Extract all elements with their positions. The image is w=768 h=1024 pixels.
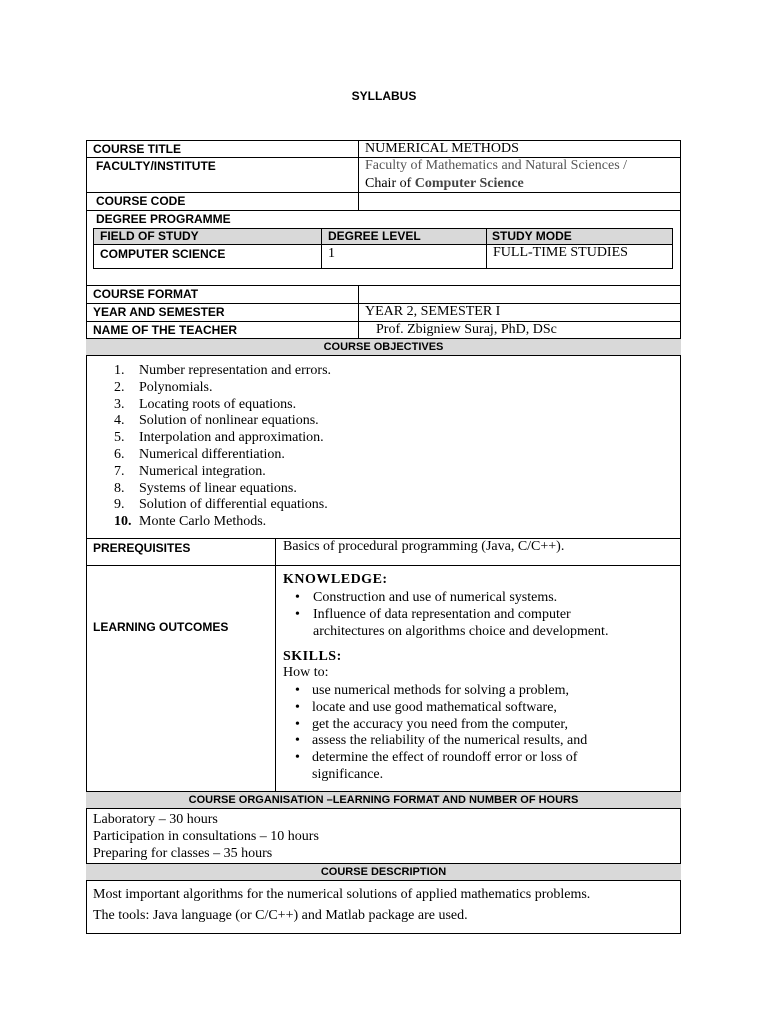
list-item	[104, 380, 664, 397]
learning-outcomes-label: LEARNING OUTCOMES	[93, 620, 229, 634]
list-number: 6.	[114, 446, 125, 462]
prerequisites-value: Basics of procedural programming (Java, C/C++).	[283, 539, 565, 554]
bullet-icon: •	[295, 590, 300, 605]
list-item	[104, 514, 664, 531]
list-item	[283, 717, 673, 734]
faculty-value-line1: Faculty of Mathematics and Natural Sciences /	[365, 158, 628, 173]
field-of-study-value: COMPUTER SCIENCE	[100, 247, 226, 261]
organisation-lines	[93, 811, 319, 862]
list-text: Systems of linear equations.	[139, 480, 297, 496]
teacher-value: Prof. Zbigniew Suraj, PhD, DSc	[376, 322, 557, 337]
bullet-icon: •	[295, 750, 300, 766]
description-lines	[93, 884, 590, 926]
description-header: COURSE DESCRIPTION	[320, 866, 447, 878]
list-text: Numerical differentiation.	[139, 446, 285, 462]
organisation-line: Laboratory – 30 hours	[93, 812, 218, 827]
list-item	[104, 397, 664, 414]
divider	[321, 228, 322, 269]
list-text: get the accuracy you need from the computer,	[312, 716, 568, 732]
list-number: 9.	[114, 497, 125, 513]
list-item	[283, 750, 673, 767]
degree-programme-label: DEGREE PROGRAMME	[96, 212, 231, 226]
list-item	[283, 767, 673, 784]
course-format-label: COURSE FORMAT	[93, 287, 199, 301]
divider	[86, 565, 681, 566]
list-item	[104, 430, 664, 447]
study-mode-value: FULL-TIME STUDIES	[493, 245, 628, 260]
divider	[275, 538, 276, 792]
description-line: The tools: Java language (or C/C++) and Matlab package are used.	[93, 908, 468, 923]
organisation-line: Preparing for classes – 35 hours	[93, 846, 273, 861]
list-item	[283, 590, 673, 607]
divider	[358, 285, 359, 339]
list-number: 3.	[114, 396, 125, 412]
objectives-header: COURSE OBJECTIVES	[323, 341, 444, 353]
list-number: 4.	[114, 413, 125, 429]
list-text: significance.	[312, 766, 384, 782]
degree-level-value: 1	[328, 246, 335, 261]
bullet-icon: •	[295, 699, 300, 715]
list-item	[283, 624, 673, 641]
list-item	[104, 464, 664, 481]
list-text: Numerical integration.	[139, 463, 266, 479]
list-text: assess the reliability of the numerical results, and	[312, 733, 588, 749]
list-text: Locating roots of equations.	[139, 396, 297, 412]
list-item	[283, 700, 673, 717]
course-title-label: COURSE TITLE	[93, 142, 182, 156]
list-item	[283, 733, 673, 750]
year-semester-value: YEAR 2, SEMESTER I	[365, 304, 501, 319]
faculty-value-bold: Computer Science	[414, 176, 524, 191]
divider	[86, 192, 681, 193]
divider	[358, 140, 359, 211]
prerequisites-label: PREREQUISITES	[93, 541, 191, 555]
description-line: Most important algorithms for the numerical solutions of applied mathematics problems.	[93, 887, 591, 902]
list-number: 2.	[114, 379, 125, 395]
degree-level-header: DEGREE LEVEL	[328, 229, 421, 243]
teacher-label: NAME OF THE TEACHER	[93, 323, 237, 337]
divider	[86, 285, 681, 286]
list-text: use numerical methods for solving a problem,	[312, 683, 569, 698]
list-item	[104, 481, 664, 498]
bullet-icon: •	[295, 716, 300, 732]
list-text: Monte Carlo Methods.	[139, 514, 267, 530]
list-number: 7.	[114, 463, 125, 479]
faculty-value-prefix: Chair of	[365, 176, 415, 191]
course-title-value: NUMERICAL METHODS	[365, 141, 519, 156]
knowledge-heading: KNOWLEDGE:	[283, 572, 388, 587]
list-item	[104, 447, 664, 464]
list-text: Polynomials.	[139, 379, 213, 395]
list-text: Solution of differential equations.	[139, 497, 328, 513]
list-number: 1.	[114, 363, 125, 378]
faculty-label: FACULTY/INSTITUTE	[96, 159, 216, 173]
divider	[486, 228, 487, 269]
objectives-list	[104, 363, 664, 531]
list-number: 8.	[114, 480, 125, 496]
page-title: SYLLABUS	[351, 89, 417, 103]
organisation-header: COURSE ORGANISATION –LEARNING FORMAT AND NUMBER OF HOURS	[188, 794, 579, 806]
list-text: determine the effect of roundoff error or loss of	[312, 750, 578, 766]
list-text: Influence of data representation and computer	[313, 606, 571, 622]
study-mode-header: STUDY MODE	[492, 229, 572, 243]
year-semester-label: YEAR AND SEMESTER	[93, 305, 225, 319]
divider	[86, 210, 681, 211]
course-code-label: COURSE CODE	[96, 194, 186, 208]
list-number: 10.	[114, 514, 132, 530]
bullet-icon: •	[295, 683, 300, 698]
skills-list	[283, 683, 673, 784]
skills-heading: SKILLS:	[283, 649, 342, 664]
list-text: Construction and use of numerical systems.	[313, 590, 558, 605]
list-item	[104, 413, 664, 430]
knowledge-list	[283, 590, 673, 640]
list-text: locate and use good mathematical software,	[312, 699, 557, 715]
list-text: Number representation and errors.	[139, 363, 332, 378]
list-text: Solution of nonlinear equations.	[139, 413, 319, 429]
list-item	[104, 363, 664, 380]
list-item	[283, 683, 673, 700]
field-of-study-header: FIELD OF STUDY	[100, 229, 199, 243]
list-text: Interpolation and approximation.	[139, 430, 324, 446]
list-text: architectures on algorithms choice and development.	[313, 623, 609, 639]
skills-intro: How to:	[283, 665, 329, 680]
organisation-line: Participation in consultations – 10 hours	[93, 829, 319, 844]
list-item	[104, 497, 664, 514]
list-number: 5.	[114, 430, 125, 446]
list-item	[283, 607, 673, 624]
faculty-value-line2	[365, 176, 524, 192]
bullet-icon: •	[295, 733, 300, 749]
bullet-icon: •	[295, 606, 300, 622]
